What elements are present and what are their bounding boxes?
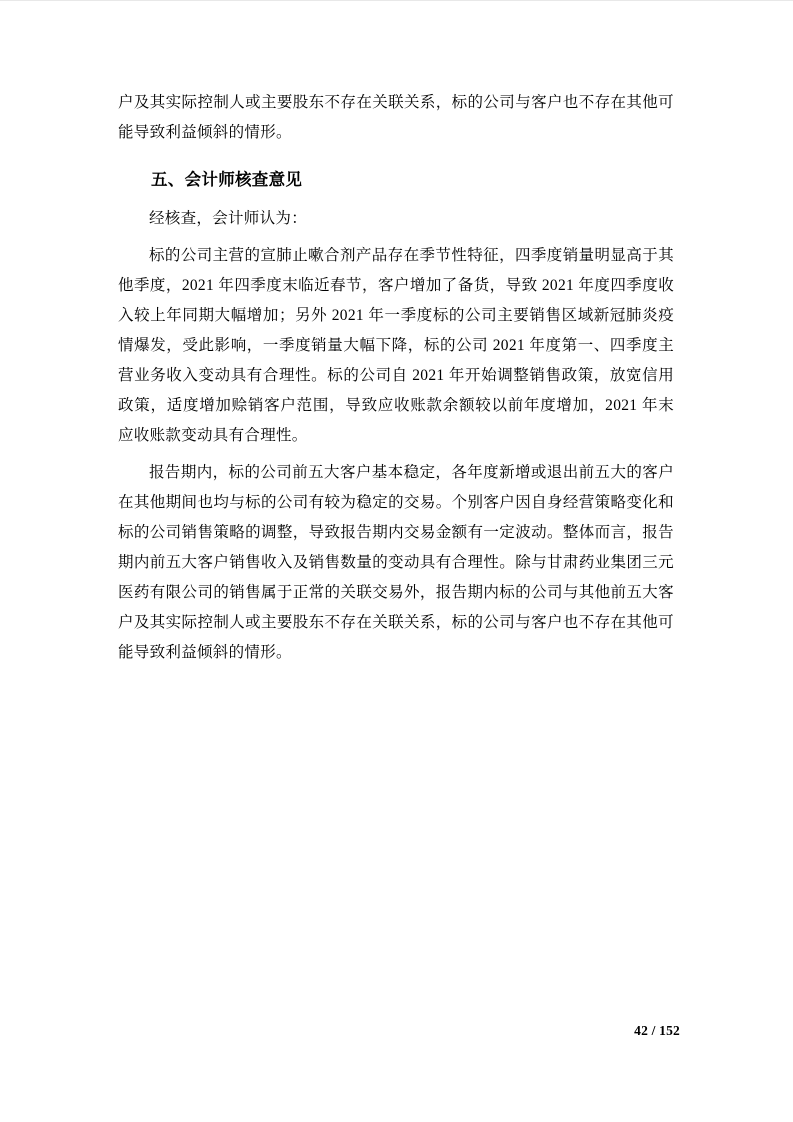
document-body xyxy=(118,88,674,675)
paragraph-top-customers-opinion: 报告期内，标的公司前五大客户基本稳定，各年度新增或退出前五大的客户在其他期间也均与标的公司有较为稳定的交易。个别客户因自身经营策略变化和标的公司销售策略的调整，导致报告期内交易金额有一定波动。整体而言，报告期内前五大客户销售收入及销售数量的变动具有合理性。除与甘肃药业集团三元医药有限公司的销售属于正常的关联交易外，报告期内标的公司与其他前五大客户及其实际控制人或主要股东不存在关联关系，标的公司与客户也不存在其他可能导致利益倾斜的情形。 xyxy=(118,464,674,661)
paragraph-continuation: 户及其实际控制人或主要股东不存在关联关系，标的公司与客户也不存在其他可能导致利益倾斜的情形。 xyxy=(118,94,674,141)
section-heading: 五、会计师核查意见 xyxy=(151,170,303,189)
paragraph-audit-intro: 经核查，会计师认为： xyxy=(149,210,308,227)
page-number: 42 / 152 xyxy=(634,1023,680,1038)
paragraph-seasonality-opinion: 标的公司主营的宣肺止嗽合剂产品存在季节性特征，四季度销量明显高于其他季度，2021 年四季度末临近春节，客户增加了备货，导致 2021 年度四季度收入较上年同期大幅增加；另外 2021 年一季度标的公司主要销售区域新冠肺炎疫情爆发，受此影响，一季度销量大幅下降，标的公司 2021 年度第一、四季度主营业务收入变动具有合理性。标的公司自 2021 年开始调整销售政策，放宽信用政策，适度增加赊销客户范围，导致应收账款余额较以前年度增加，2021 年末应收账款变动具有合理性。 xyxy=(118,247,674,444)
